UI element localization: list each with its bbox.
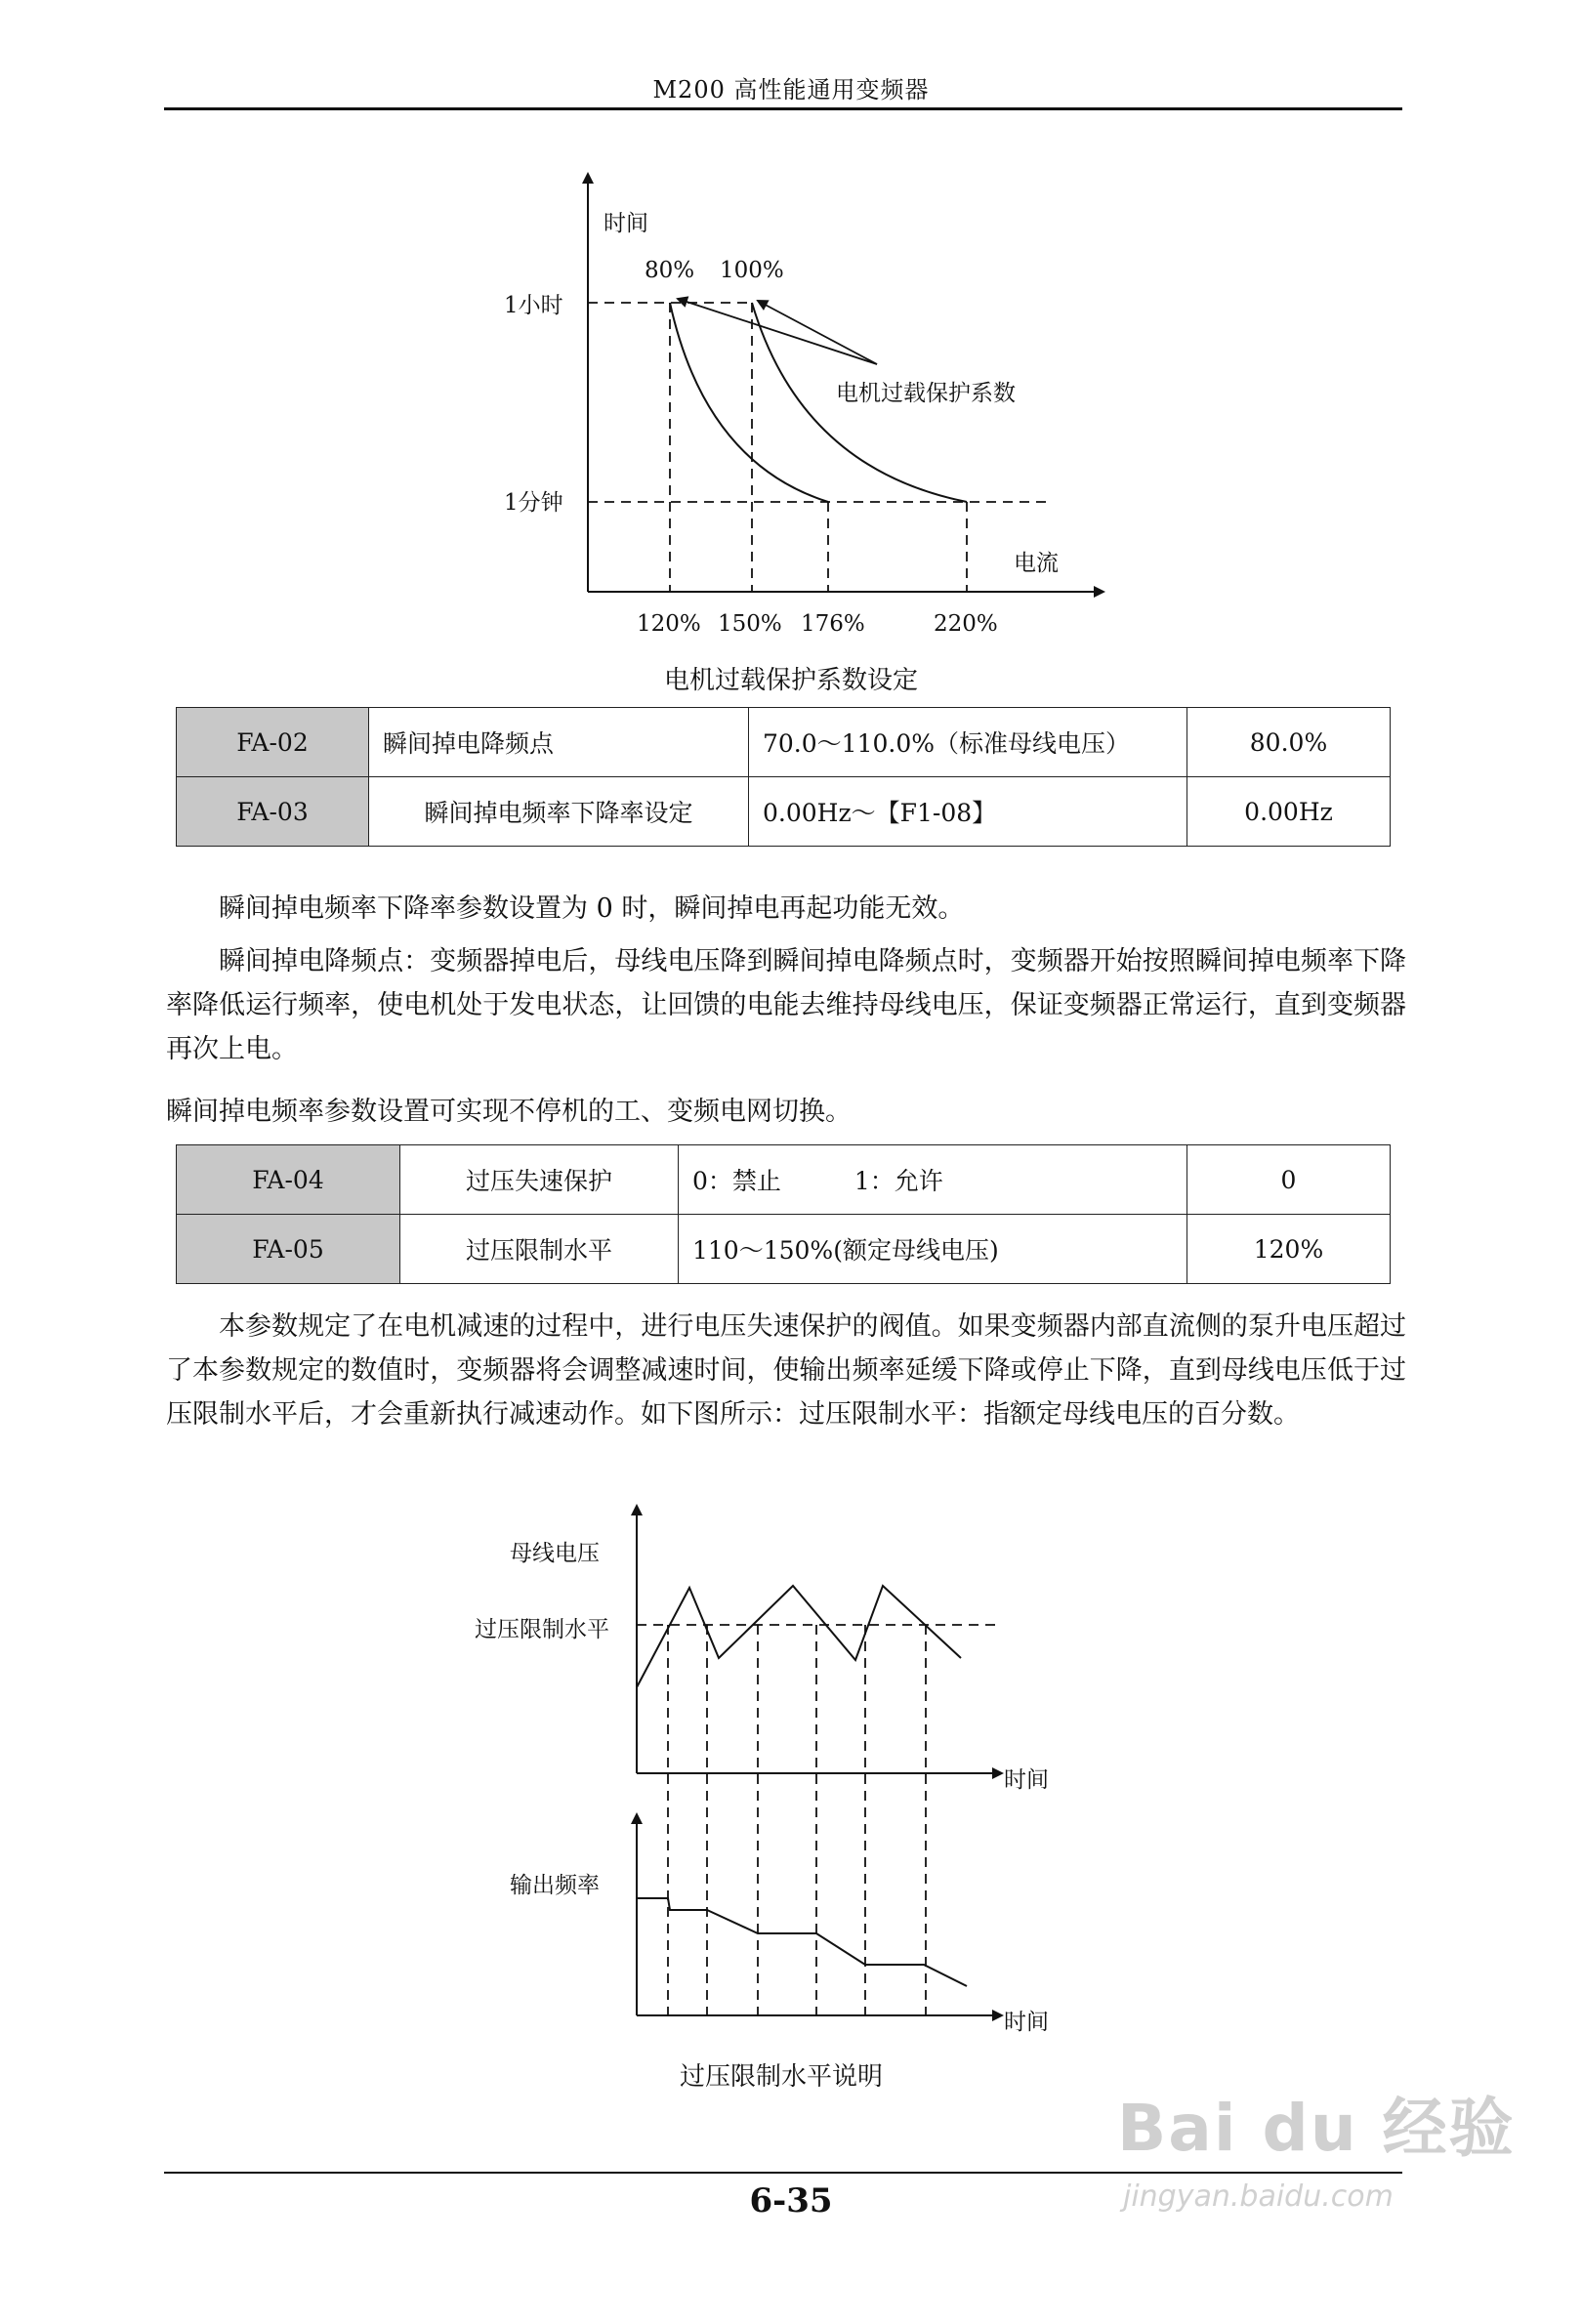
- param-name: 过压限制水平: [400, 1215, 679, 1284]
- tick-1-minute: 1分钟: [504, 490, 563, 516]
- tick-220: 220%: [934, 611, 998, 637]
- param-name: 瞬间掉电降频点: [369, 708, 749, 777]
- overvoltage-diagram: [0, 1484, 1582, 2041]
- param-code: FA-03: [177, 777, 369, 847]
- overvoltage-level-label: 过压限制水平: [475, 1617, 609, 1642]
- paragraph-zero-setting: 瞬间掉电频率下降率参数设置为 0 时，瞬间掉电再起功能无效。: [219, 893, 965, 924]
- tick-1-hour: 1小时: [504, 293, 563, 318]
- param-code: FA-05: [177, 1215, 400, 1284]
- figure2-caption: 过压限制水平说明: [679, 2062, 883, 2092]
- param-table-1: [176, 707, 1391, 847]
- param-table-2: [176, 1144, 1391, 1284]
- param-default: 120%: [1187, 1215, 1391, 1284]
- chart1-x-label: 电流: [1014, 551, 1059, 576]
- output-frequency-label: 输出频率: [510, 1873, 600, 1898]
- paragraph-overvoltage-stall: 本参数规定了在电机减速的过程中，进行电压失速保护的阀值。如果变频器内部直流侧的泵升电压超过了本参数规定的数值时，变频器将会调整减速时间，使输出频率延缓下降或停止下降，直到母线电压低于过压限制水平后，才会重新执行减速动作。如下图所示：过压限制水平：指额定母线电压的百分数。: [166, 1311, 1406, 1430]
- tick-120: 120%: [637, 611, 701, 637]
- top-time-label: 时间: [1004, 1767, 1049, 1793]
- param-name: 过压失速保护: [400, 1145, 679, 1215]
- curve-label-80: 80%: [645, 258, 695, 283]
- pointer-to-80: [678, 299, 877, 364]
- tick-176: 176%: [801, 611, 865, 637]
- bus-voltage-label: 母线电压: [510, 1541, 600, 1566]
- table-row: [177, 708, 1391, 777]
- header-title: M200 高性能通用变频器: [652, 76, 930, 104]
- param-code: FA-02: [177, 708, 369, 777]
- param-code: FA-04: [177, 1145, 400, 1215]
- page-number: 6-35: [749, 2181, 833, 2220]
- paragraph-dip-point: 瞬间掉电降频点：变频器掉电后，母线电压降到瞬间掉电降频点时，变频器开始按照瞬间掉电频率下降率降低运行频率，使电机处于发电状态，让回馈的电能去维持母线电压，保证变频器正常运行，直到变频器再次上电。: [166, 946, 1406, 1064]
- paragraph-grid-switch: 瞬间掉电频率参数设置可实现不停机的工、变频电网切换。: [166, 1097, 852, 1127]
- table-row: [177, 1145, 1391, 1215]
- watermark-url: jingyan.baidu.com: [1123, 2179, 1394, 2214]
- param-name: 瞬间掉电频率下降率设定: [369, 777, 749, 847]
- overload-coefficient-annotation: 电机过载保护系数: [836, 381, 1016, 406]
- output-frequency-trace: [637, 1898, 967, 1986]
- param-range: 0：禁止 1：允许: [679, 1145, 1187, 1215]
- param-default: 0.00Hz: [1187, 777, 1391, 847]
- param-range: 110～150%(额定母线电压): [679, 1215, 1187, 1284]
- param-range: 70.0～110.0%（标准母线电压）: [749, 708, 1187, 777]
- overload-chart: [0, 0, 1582, 703]
- bottom-time-label: 时间: [1004, 2010, 1049, 2035]
- curve-label-100: 100%: [720, 258, 784, 283]
- param-default: 80.0%: [1187, 708, 1391, 777]
- curve-80: [670, 303, 828, 502]
- param-default: 0: [1187, 1145, 1391, 1215]
- bus-voltage-trace: [637, 1586, 961, 1687]
- figure1-caption: 电机过载保护系数设定: [663, 666, 918, 695]
- footer-rule: [164, 2172, 1402, 2174]
- pointer-to-100: [758, 301, 877, 364]
- chart1-y-label: 时间: [604, 211, 648, 236]
- table-row: [177, 1215, 1391, 1284]
- watermark-brand: Bai du 经验: [1117, 2091, 1516, 2166]
- tick-150: 150%: [718, 611, 782, 637]
- param-range: 0.00Hz～【F1-08】: [749, 777, 1187, 847]
- table-row: [177, 777, 1391, 847]
